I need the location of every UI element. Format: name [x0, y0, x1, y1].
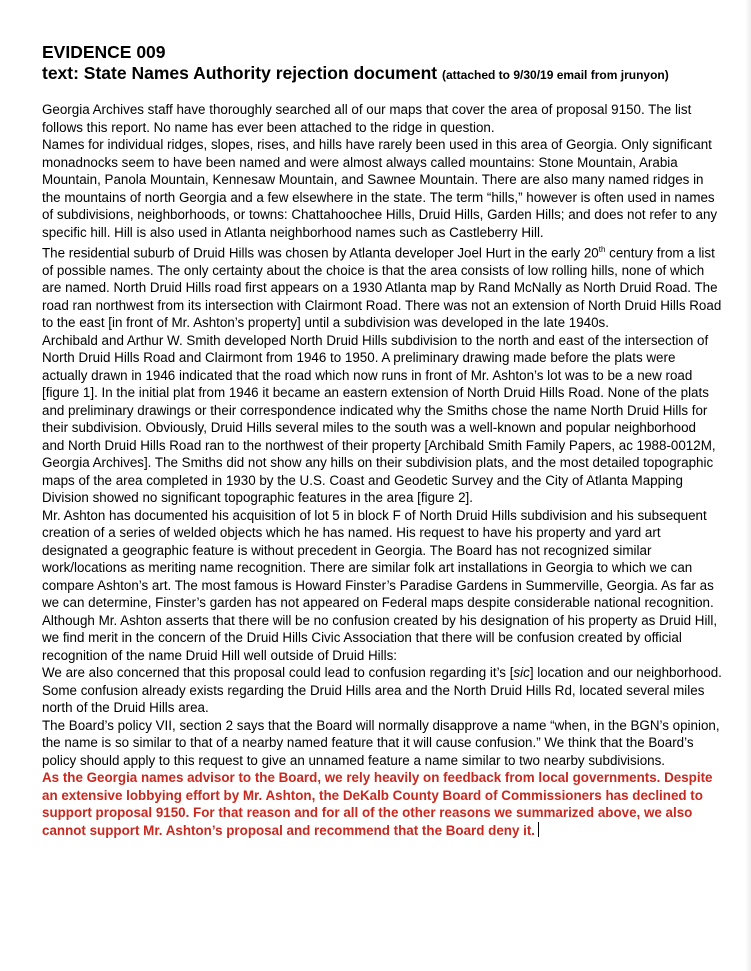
evidence-title: EVIDENCE 009 — [42, 42, 166, 62]
history-text-end: century from a list of possible names. The only certainty about the choice is that the area consists of low rolling hills, none of which are named. North Druid Hills road first appears on a 1930 Atlanta map by Rand McNally as North Druid Road. The road ran northwest from its intersection with Clairmont Road. There was not an extension of North Druid Hills Road to the east [in front of Mr. Ashton’s property] until a subdivision was developed in the late 1940s. — [42, 245, 722, 331]
paragraph-archives-search: Georgia Archives staff have thoroughly searched all of our maps that cover the area of proposal 9150. The list follows this report. No name has ever been attached to the ridge in question. — [42, 102, 692, 135]
quote-text-end: ] location and our neighborhood. Some confusion already exists regarding the Druid Hills area and the North Druid Hills Rd, located several miles north of the Druid Hills area. — [42, 665, 722, 716]
paragraph-conclusion — [42, 769, 722, 839]
subtitle-text: text: State Names Authority rejection document — [42, 63, 438, 83]
paragraph-naming-conventions: Names for individual ridges, slopes, rises, and hills have rarely been used in this area of Georgia. Only significant monadnocks seem to have been named and were almost always called mountains: Stone Mountain, Arabia Mountain, Panola Mountain, Kennesaw Mountain, and Sawnee Mountain. There are also many named ridges in the mountains of north Georgia and a few elsewhere in the state. The term “hills,” however is often used in names of subdivisions, neighborhoods, or towns: Chattahoochee Hills, Druid Hills, Garden Hills; and does not refer to any specific hill. Hill is also used in Atlanta neighborhood names such as Castleberry Hill. — [42, 137, 718, 240]
paragraph-smith-subdivision: Archibald and Arthur W. Smith developed North Druid Hills subdivision to the north and east of the intersection of North Druid Hills Road and Clairmont from 1946 to 1950. A preliminary drawing made before the plats were actually drawn in 1946 indicated that the road which now runs in front of Mr. Ashton’s lot was to be a new road [figure 1]. In the initial plat from 1946 it became an eastern extension of North Druid Hills Road. None of the plats and preliminary drawings or their correspondence indicated why the Smiths chose the name North Druid Hills for their subdivision. Obviously, Druid Hills several miles to the south was a well-known and popular neighborhood and North Druid Hills Road ran to the northwest of their property [Archibald Smith Family Papers, ac 1988-0012M, Georgia Archives]. The Smiths did not show any hills on their subdivision plats, and the most detailed topographic maps of the area completed in 1930 by the U.S. Coast and Geodetic Survey and the City of Atlanta Mapping Division showed no significant topographic features in the area [figure 2]. — [42, 332, 716, 506]
ordinal-suffix: th — [598, 245, 606, 254]
page-edge-shadow — [745, 0, 751, 971]
conclusion-text: As the Georgia names advisor to the Board, we rely heavily on feedback from local governments. Despite an extensive lobbying effort by Mr. Ashton, the DeKalb County Board of Commissioners has declined to support proposal 9150. For that reason and for all of the other reasons we summarized above, we also cannot support Mr. Ashton’s proposal and recommend that the Board deny it. — [42, 770, 713, 838]
paragraph-confusion-concern: Although Mr. Ashton asserts that there will be no confusion created by his designation of his property as Druid Hill, we find merit in the concern of the Druid Hills Civic Association that there will be confusion created by official recognition of the name Druid Hill well outside of Druid Hills: — [42, 612, 718, 663]
evidence-subtitle — [42, 63, 742, 86]
quote-text-start: We are also concerned that this proposal could lead to confusion regarding it’s [ — [42, 665, 514, 681]
sic-note: sic — [513, 665, 530, 681]
paragraph-civic-association-quote — [42, 664, 722, 717]
text-cursor — [538, 822, 539, 837]
history-text-start: The residential suburb of Druid Hills was chosen by Atlanta developer Joel Hurt in the early 20 — [42, 245, 599, 261]
document-header — [42, 42, 742, 86]
paragraph-druid-hills-history — [42, 241, 722, 332]
document-body[interactable] — [42, 101, 722, 839]
paragraph-ashton-property: Mr. Ashton has documented his acquisition of lot 5 in block F of North Druid Hills subdivision and his subsequent creation of a series of welded objects which he has named. His request to have his property and yard art designated a geographic feature is without precedent in Georgia. The Board has not recognized similar work/locations as meriting name recognition. There are similar folk art installations in Georgia to which we can compare Ashton’s art. The most famous is Howard Finster’s Paradise Gardens in Summerville, Georgia. As far as we can determine, Finster’s garden has not appeared on Federal maps despite considerable national recognition. — [42, 507, 714, 611]
attachment-note: (attached to 9/30/19 email from jrunyon) — [442, 68, 669, 82]
paragraph-board-policy: The Board’s policy VII, section 2 says that the Board will normally disapprove a name “when, in the BGN’s opinion, the name is so similar to that of a nearby named feature that it will cause confusion.” We think that the Board’s policy should apply to this request to give an unnamed feature a name similar to two nearby subdivisions. — [42, 717, 720, 768]
